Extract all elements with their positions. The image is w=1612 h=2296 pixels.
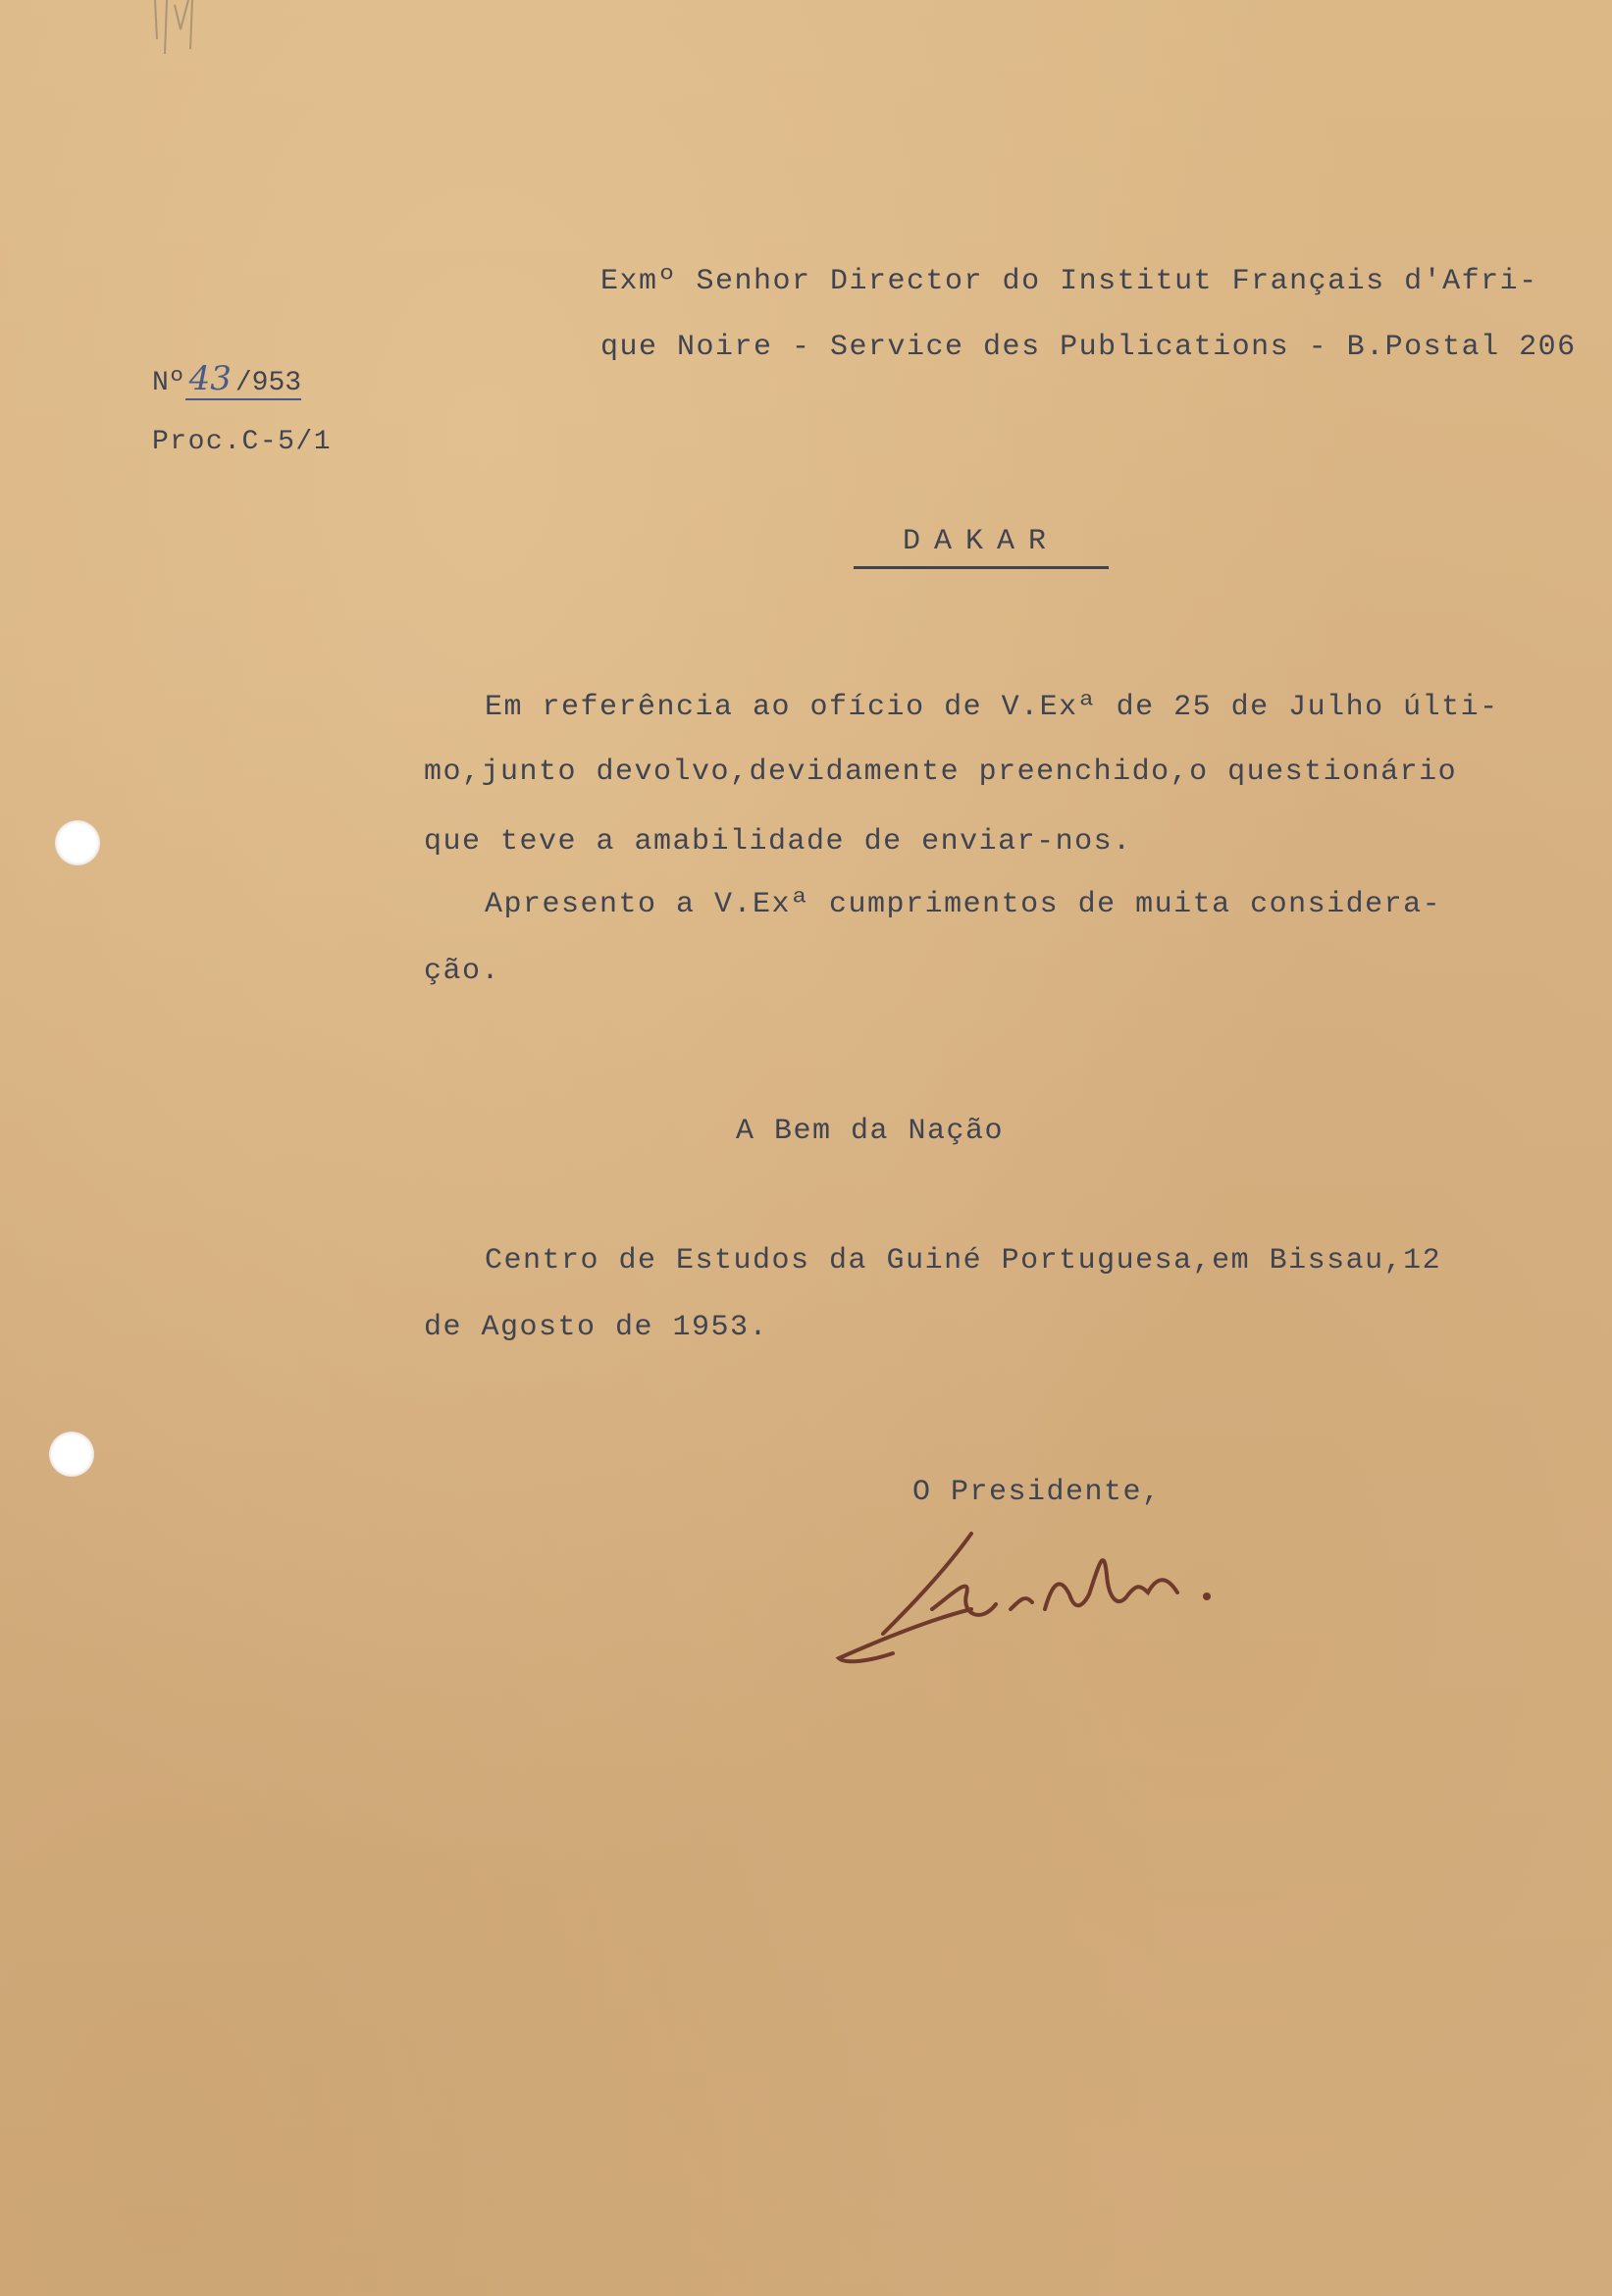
body-line-5: ção. — [424, 955, 501, 988]
body-line-4: Apresento a V.Exª cumprimentos de muita considera- — [485, 888, 1442, 921]
recipient-line-1: Exmº Senhor Director do Institut Français d'Afri- — [600, 265, 1538, 298]
number-year: /953 — [234, 368, 302, 398]
recipient-line-2: que Noire - Service des Publications - B.Postal 206 — [600, 331, 1577, 364]
place-date-line-2: de Agosto de 1953. — [424, 1311, 769, 1344]
signatory-title: O Presidente, — [912, 1476, 1162, 1509]
body-line-2: mo,junto devolvo,devidamente preenchido,o questionário — [424, 756, 1458, 789]
place-date-line-1: Centro de Estudos da Guiné Portuguesa,em Bissau,12 — [485, 1244, 1442, 1278]
process-reference: Proc.C-5/1 — [152, 427, 333, 457]
punch-hole-top — [55, 820, 100, 865]
pencil-margin-mark-icon — [145, 0, 224, 98]
handwritten-signature-icon — [824, 1516, 1295, 1683]
body-line-3: que teve a amabilidade de enviar-nos. — [424, 825, 1132, 859]
number-prefix: Nº — [152, 368, 185, 398]
destination-city: DAKAR — [854, 525, 1109, 569]
salutation: A Bem da Nação — [736, 1115, 1005, 1148]
handwritten-number: 43 — [188, 359, 232, 398]
punch-hole-bottom — [49, 1432, 94, 1477]
document-number — [152, 359, 301, 398]
body-line-1: Em referência ao ofício de V.Exª de 25 de Julho últi- — [485, 691, 1499, 724]
